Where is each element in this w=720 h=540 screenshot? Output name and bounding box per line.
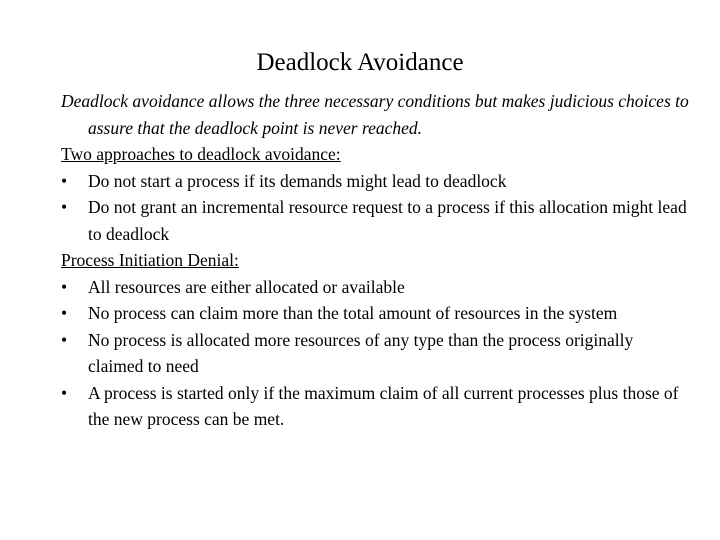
bullet-icon: • [61, 382, 68, 403]
bullet-text: All resources are either allocated or available [88, 276, 405, 297]
bullet-item [61, 300, 691, 327]
bullet-item [61, 274, 691, 301]
bullet-icon: • [61, 303, 68, 323]
bullet-icon: • [61, 170, 68, 191]
bullet-item [61, 327, 691, 380]
intro-paragraph: Deadlock avoidance allows the three necessary conditions but makes judicious choices to assure that the deadlock point is never reached. [61, 91, 689, 138]
bullet-text: No process can claim more than the total amount of resources in the system [88, 303, 618, 323]
bullet-text: Do not start a process if its demands might lead to deadlock [88, 170, 507, 191]
slide-body [61, 88, 691, 433]
bullet-text: A process is started only if the maximum claim of all current processes plus those of the new process can be met. [88, 382, 679, 429]
bullet-item [61, 380, 691, 433]
bullet-text: No process is allocated more resources of any type than the process originally claimed to need [88, 329, 634, 376]
bullet-icon: • [61, 197, 68, 217]
slide-title: Deadlock Avoidance [256, 49, 464, 76]
section-heading-approaches: Two approaches to deadlock avoidance: [61, 144, 341, 164]
bullet-text: Do not grant an incremental resource request to a process if this allocation might lead to deadlock [88, 197, 687, 244]
bullet-icon: • [61, 276, 68, 297]
bullet-item [61, 194, 691, 247]
bullet-item [61, 168, 691, 195]
bullet-icon: • [61, 329, 68, 350]
section-heading-process-initiation-denial: Process Initiation Denial: [61, 250, 239, 270]
